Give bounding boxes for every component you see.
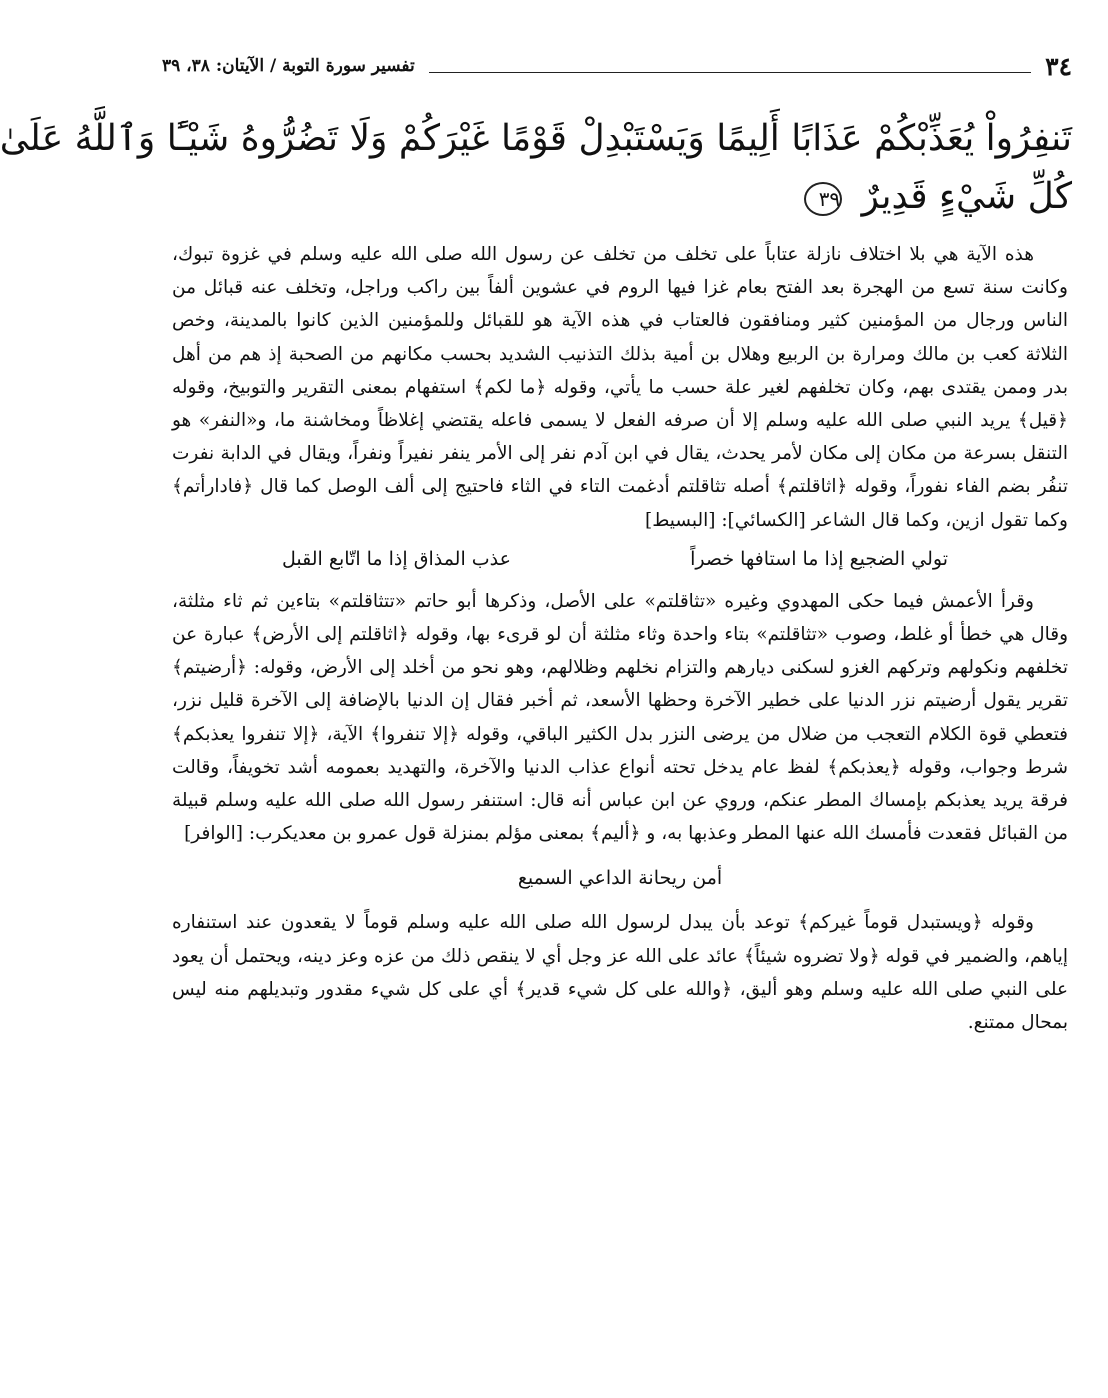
poem-verse-2: أمن ريحانة الداعي السميع <box>517 867 723 890</box>
poem-verse-1 <box>172 539 1068 579</box>
poem-hemistich-2: عذب المذاق إذا ما اتّابع القبل <box>282 547 511 570</box>
paragraph-1: هذه الآية هي بلا اختلاف نازلة عتاباً على تخلف من تخلف عن رسول الله صلى الله عليه وسلم في غزوة تبوك، وكانت سنة تسع من الهجرة بعد الفتح بعام غزا فيها الروم في عشوين ألفاً بين راكب وراجل، وتخلف عنه قبائل من الناس ورجال من المؤمنين كثير ومنافقون فالعتاب في هذه الآية هو للقبائل وللمؤمنين الذين كانوا بالمدينة، وخص الثلاثة كعب بن مالك ومرارة بن الربيع وهلال بن أمية بذلك التذنيب الشديد بحسب مكانهم من الصحبة إذ هم من أهل بدر وممن يقتدى بهم، وكان تخلفهم لغير علة حسب ما يأتي، وقوله ﴿ما لكم﴾ استفهام بمعنى التقرير والتوبيخ، وقوله ﴿قيل﴾ يريد النبي صلى الله عليه وسلم إلا أن صرفه الفعل لا يسمى فاعله يقتضي إغلاظاً ومخاشنة ما، و«النفر» هو التنقل بسرعة من مكان إلى مكان لأمر يحدث، يقال في ابن آدم نفر إلى الأمر ينفر نفيراً ونفراً، ويقال في الدابة نفرت تنفُر بضم الفاء نفوراً، وقوله ﴿اثاقلتم﴾ أصله تثاقلتم أدغمت التاء في الثاء فاحتيج إلى ألف الوصل كما قال ﴿فادارأتم﴾ وكما تقول ازين، وكما قال الشاعر [الكسائي]: [البسيط] <box>172 244 1068 531</box>
page-header <box>162 40 1078 92</box>
running-title: تفسير سورة التوبة / الآيتان: ٣٨، ٣٩ <box>162 55 415 76</box>
verse-line-2 <box>168 168 1072 226</box>
ayah-number-marker: ٣٩ <box>804 182 842 216</box>
document-page <box>0 40 1078 1378</box>
quran-verse <box>0 110 1078 226</box>
verse-line-1: تَنفِرُواْ يُعَذِّبْكُمْ عَذَابًا أَلِيمًا وَيَسْتَبْدِلْ قَوْمًا غَيْرَكُمْ وَلَا تَضُرُّوهُ شَيْـًٔا وَٱللَّهُ عَلَىٰ <box>0 118 1072 159</box>
paragraph-3: وقوله ﴿ويستبدل قوماً غيركم﴾ توعد بأن يبدل لرسول الله صلى الله عليه وسلم قوماً لا يقعدون عند استنفاره إياهم، والضمير في قوله ﴿ولا تضروه شيئاً﴾ عائد على الله عز وجل أي لا ينقص ذلك من عزه وعز دينه، ويحتمل أن يعود على النبي صلى الله عليه وسلم وهو أليق، ﴿والله على كل شيء قدير﴾ أي على كل شيء مقدور وتبديلهم منه ليس بمحال ممتنع. <box>172 912 1068 1034</box>
poem-hemistich-1: تولي الضجيع إذا ما استافها خصراً <box>690 547 948 570</box>
header-rule <box>429 72 1031 73</box>
commentary-body <box>162 238 1078 1039</box>
page-number: ٣٤ <box>1045 51 1072 81</box>
paragraph-2: وقرأ الأعمش فيما حكى المهدوي وغيره «تثاقلتم» على الأصل، وذكرها أبو حاتم «تتثاقلتم» بتاءين ثم ثاء مثلثة، وقال هي خطأ أو غلط، وصوب «تثاقلتم» بتاء واحدة وثاء مثلثة أن لو قرىء بها، وقوله ﴿اثاقلتم إلى الأرض﴾ عبارة عن تخلفهم ونكولهم وتركهم الغزو لسكنى ديارهم والتزام نخلهم وظلالهم، وهو نحو من أخلد إلى الأرض، وقوله: ﴿أرضيتم﴾ تقرير يقول أرضيتم نزر الدنيا على خطير الآخرة وحظها الأسعد، ثم أخبر فقال إن الدنيا بالإضافة إلى الآخرة قليل نزر، فتعطي قوة الكلام التعجب من ضلال من يرضى النزر بدل الكثير الباقي، وقوله ﴿إلا تنفروا﴾ الآية، ﴿إلا تنفروا يعذبكم﴾ شرط وجواب، وقوله ﴿يعذبكم﴾ لفظ عام يدخل تحته أنواع عذاب الدنيا والآخرة، والتهديد بعمومه أشد تخويفاً، وقالت فرقة يريد يعذبكم بإمساك المطر عنكم، وروي عن ابن عباس أنه قال: استنفر رسول الله صلى الله عليه وسلم قبيلة من القبائل فقعدت فأمسك الله عنها المطر وعذبها به، و ﴿أليم﴾ بمعنى مؤلم بمنزلة قول عمرو بن معديكرب: [الوافر] <box>172 590 1068 845</box>
verse-line-2-text: كُلِّ شَيْءٍ قَدِيرٌ <box>861 176 1072 217</box>
